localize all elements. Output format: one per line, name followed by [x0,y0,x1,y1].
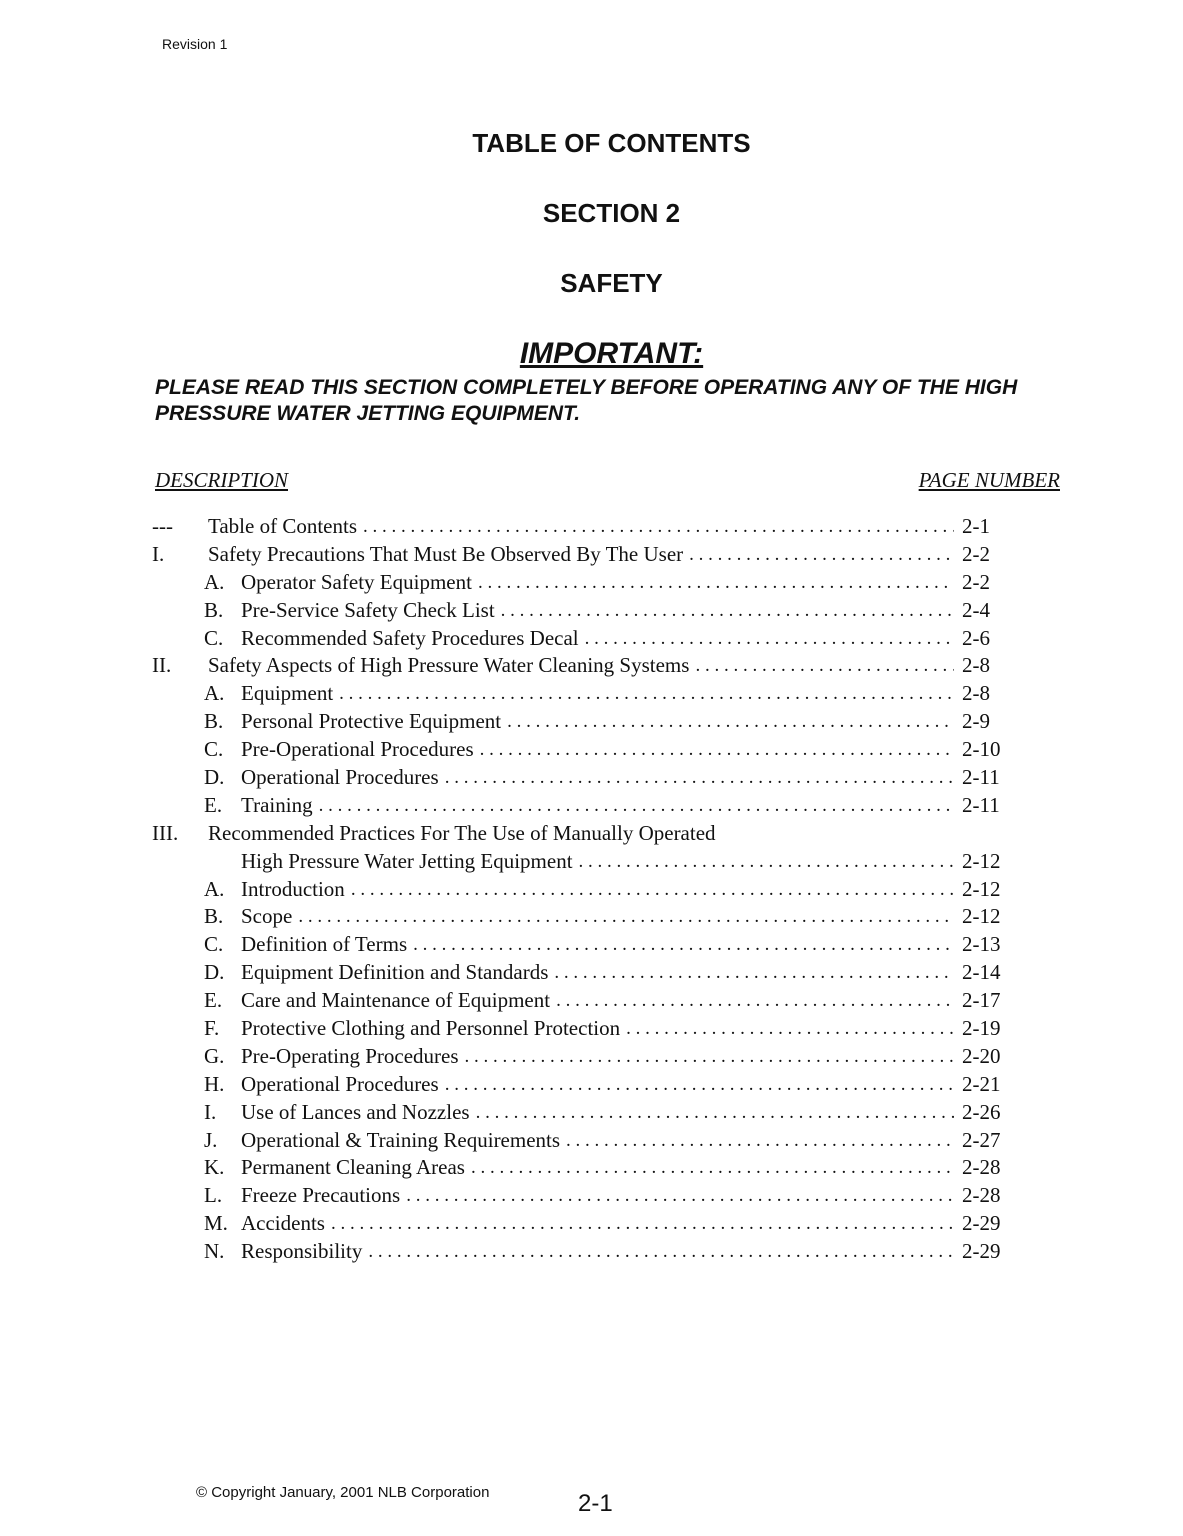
toc-entry-letter: H. [204,1071,225,1096]
toc-entry-letter: A. [204,569,225,594]
toc-entry[interactable] [152,652,1022,680]
toc-entry[interactable] [152,541,1022,569]
toc-entry-letter: B. [204,904,224,929]
toc-entry[interactable] [152,1043,1022,1071]
toc-dot-leader [695,652,954,680]
toc-entry-page: 2-27 [962,1127,1001,1152]
toc-entry[interactable] [152,569,1022,597]
toc-entry[interactable] [152,959,1022,987]
toc-entry-title: Permanent Cleaning Areas [241,1154,471,1182]
toc-dot-leader [331,1210,954,1238]
toc-dot-leader [579,848,954,876]
toc-entry-title: Definition of Terms [241,931,413,959]
toc-entry-letter: J. [204,1127,218,1152]
toc-entry-title: Pre-Operating Procedures [241,1043,465,1071]
toc-entry-page: 2-6 [962,625,990,650]
toc-entry[interactable] [152,931,1022,959]
toc-entry[interactable] [152,848,1022,876]
toc-entry-title: Freeze Precautions [241,1182,406,1210]
toc-entry-number: --- [152,514,173,538]
toc-entry-letter: A. [204,681,225,706]
toc-entry-title: Operator Safety Equipment [241,569,478,597]
toc-entry[interactable] [152,764,1022,792]
toc-entry-letter: F. [204,1016,220,1041]
toc-entry-letter [204,848,241,876]
toc-entry-letter: C. [204,932,224,957]
toc-dot-leader [507,708,954,736]
toc-dot-leader [554,959,954,987]
toc-entry[interactable] [152,1071,1022,1099]
toc-entry[interactable] [152,876,1022,904]
toc-entry[interactable] [152,1099,1022,1127]
toc-list [152,513,1022,1266]
important-title: IMPORTANT: [519,337,704,370]
toc-entry-page: 2-12 [962,876,1001,901]
toc-entry-number: I. [152,541,165,566]
toc-entry-title: Scope [241,903,298,931]
toc-entry[interactable] [152,1238,1022,1266]
toc-dot-leader [566,1127,954,1155]
toc-entry-page: 2-2 [962,541,990,566]
toc-entry-title: Training [241,792,319,820]
toc-entry-page: 2-29 [962,1211,1001,1236]
toc-entry-page: 2-1 [962,514,990,538]
toc-entry[interactable] [152,1015,1022,1043]
toc-dot-leader [413,931,954,959]
toc-entry-letter: L. [204,1183,223,1208]
toc-entry-letter: B. [204,709,224,734]
toc-dot-leader [478,569,954,597]
toc-entry-number: II. [152,653,172,678]
toc-dot-leader [406,1182,954,1210]
toc-entry-page: 2-14 [962,960,1001,985]
toc-entry[interactable] [152,513,1022,541]
toc-dot-leader [626,1015,954,1043]
toc-entry[interactable] [152,1127,1022,1155]
toc-entry-title: Table of Contents [208,513,363,541]
footer-copyright: © Copyright January, 2001 NLB Corporation [196,1484,490,1501]
toc-entry-title: Accidents [241,1210,331,1238]
toc-entry-title: Operational & Training Requirements [241,1127,566,1155]
toc-entry[interactable] [152,708,1022,736]
toc-entry-page: 2-29 [962,1239,1001,1264]
column-header-description: DESCRIPTION [155,468,288,492]
footer-page-number: 2-1 [578,1490,613,1517]
toc-dot-leader [689,541,954,569]
toc-entry-title: Personal Protective Equipment [241,708,507,736]
toc-dot-leader [339,680,954,708]
toc-entry-title: High Pressure Water Jetting Equipment [241,848,579,876]
toc-dot-leader [368,1238,954,1266]
toc-entry-letter: C. [204,737,224,762]
toc-entry[interactable] [152,625,1022,653]
toc-dot-leader [476,1099,954,1127]
toc-entry-number: III. [152,820,179,845]
toc-entry-title: Equipment Definition and Standards [241,959,554,987]
toc-entry-page: 2-11 [962,792,1000,817]
toc-entry-letter: E. [204,792,223,817]
toc-entry-title: Recommended Safety Procedures Decal [241,625,585,653]
toc-entry-title: Introduction [241,876,351,904]
toc-dot-leader [363,513,954,541]
toc-entry-title: Equipment [241,680,339,708]
toc-entry-page: 2-8 [962,653,990,678]
toc-entry-letter: E. [204,988,223,1013]
toc-entry-page: 2-4 [962,597,990,622]
document-heading-title: SAFETY [560,268,663,298]
important-notice: PLEASE READ THIS SECTION COMPLETELY BEFORE OPERATING ANY OF THE HIGH PRESSURE WATER JETTING EQUIPMENT. [155,376,1018,425]
toc-entry-page: 2-28 [962,1183,1001,1208]
toc-entry-title: Recommended Practices For The Use of Manually Operated [208,820,722,848]
toc-entry-page: 2-11 [962,765,1000,790]
toc-entry-page: 2-13 [962,932,1001,957]
toc-dot-leader [585,625,954,653]
toc-entry-page: 2-21 [962,1071,1001,1096]
toc-dot-leader [298,903,954,931]
toc-entry-letter: M. [204,1211,228,1236]
toc-entry-title: Operational Procedures [241,764,445,792]
toc-entry-letter: B. [204,597,224,622]
toc-dot-leader [445,1071,954,1099]
toc-entry-title: Safety Aspects of High Pressure Water Cleaning Systems [208,652,695,680]
toc-entry-page: 2-20 [962,1043,1001,1068]
toc-dot-leader [445,764,954,792]
toc-entry-letter: G. [204,1043,225,1068]
toc-entry-letter: D. [204,960,225,985]
toc-entry-title: Protective Clothing and Personnel Protection [241,1015,626,1043]
toc-dot-leader [465,1043,954,1071]
toc-entry-letter: D. [204,765,225,790]
toc-entry-title: Safety Precautions That Must Be Observed By The User [208,541,689,569]
document-heading-toc: TABLE OF CONTENTS [472,128,751,158]
toc-entry[interactable] [152,987,1022,1015]
toc-entry-title: Care and Maintenance of Equipment [241,987,556,1015]
toc-dot-leader [501,597,954,625]
toc-entry-page: 2-8 [962,681,990,706]
toc-entry-page: 2-9 [962,709,990,734]
toc-entry-title: Operational Procedures [241,1071,445,1099]
toc-entry[interactable] [152,597,1022,625]
toc-entry-page: 2-2 [962,569,990,594]
toc-entry-letter: N. [204,1239,225,1264]
toc-entry[interactable] [152,1210,1022,1238]
document-heading-section: SECTION 2 [542,198,681,228]
toc-dot-leader [556,987,954,1015]
toc-dot-leader [471,1154,954,1182]
toc-entry-page: 2-12 [962,904,1001,929]
toc-entry-letter: C. [204,625,224,650]
toc-entry[interactable] [152,903,1022,931]
toc-dot-leader [351,876,954,904]
revision-label: Revision 1 [162,36,228,52]
toc-entry[interactable] [152,680,1022,708]
toc-entry-page: 2-26 [962,1099,1001,1124]
toc-entry[interactable] [152,820,1022,848]
toc-entry-page: 2-12 [962,848,1001,873]
toc-entry-letter: A. [204,876,225,901]
toc-entry[interactable] [152,736,1022,764]
toc-entry-page: 2-10 [962,737,1001,762]
column-header-page-number: PAGE NUMBER [918,468,1060,492]
toc-entry[interactable] [152,1182,1022,1210]
toc-entry[interactable] [152,1154,1022,1182]
toc-dot-leader [480,736,954,764]
toc-entry-page: 2-17 [962,988,1001,1013]
toc-entry[interactable] [152,792,1022,820]
toc-entry-letter: I. [204,1099,217,1124]
toc-entry-page: 2-19 [962,1016,1001,1041]
toc-entry-title: Use of Lances and Nozzles [241,1099,476,1127]
toc-entry-page: 2-28 [962,1155,1001,1180]
toc-entry-title: Responsibility [241,1238,368,1266]
toc-dot-leader [319,792,954,820]
toc-entry-letter: K. [204,1155,225,1180]
toc-entry-title: Pre-Service Safety Check List [241,597,501,625]
toc-entry-title: Pre-Operational Procedures [241,736,480,764]
